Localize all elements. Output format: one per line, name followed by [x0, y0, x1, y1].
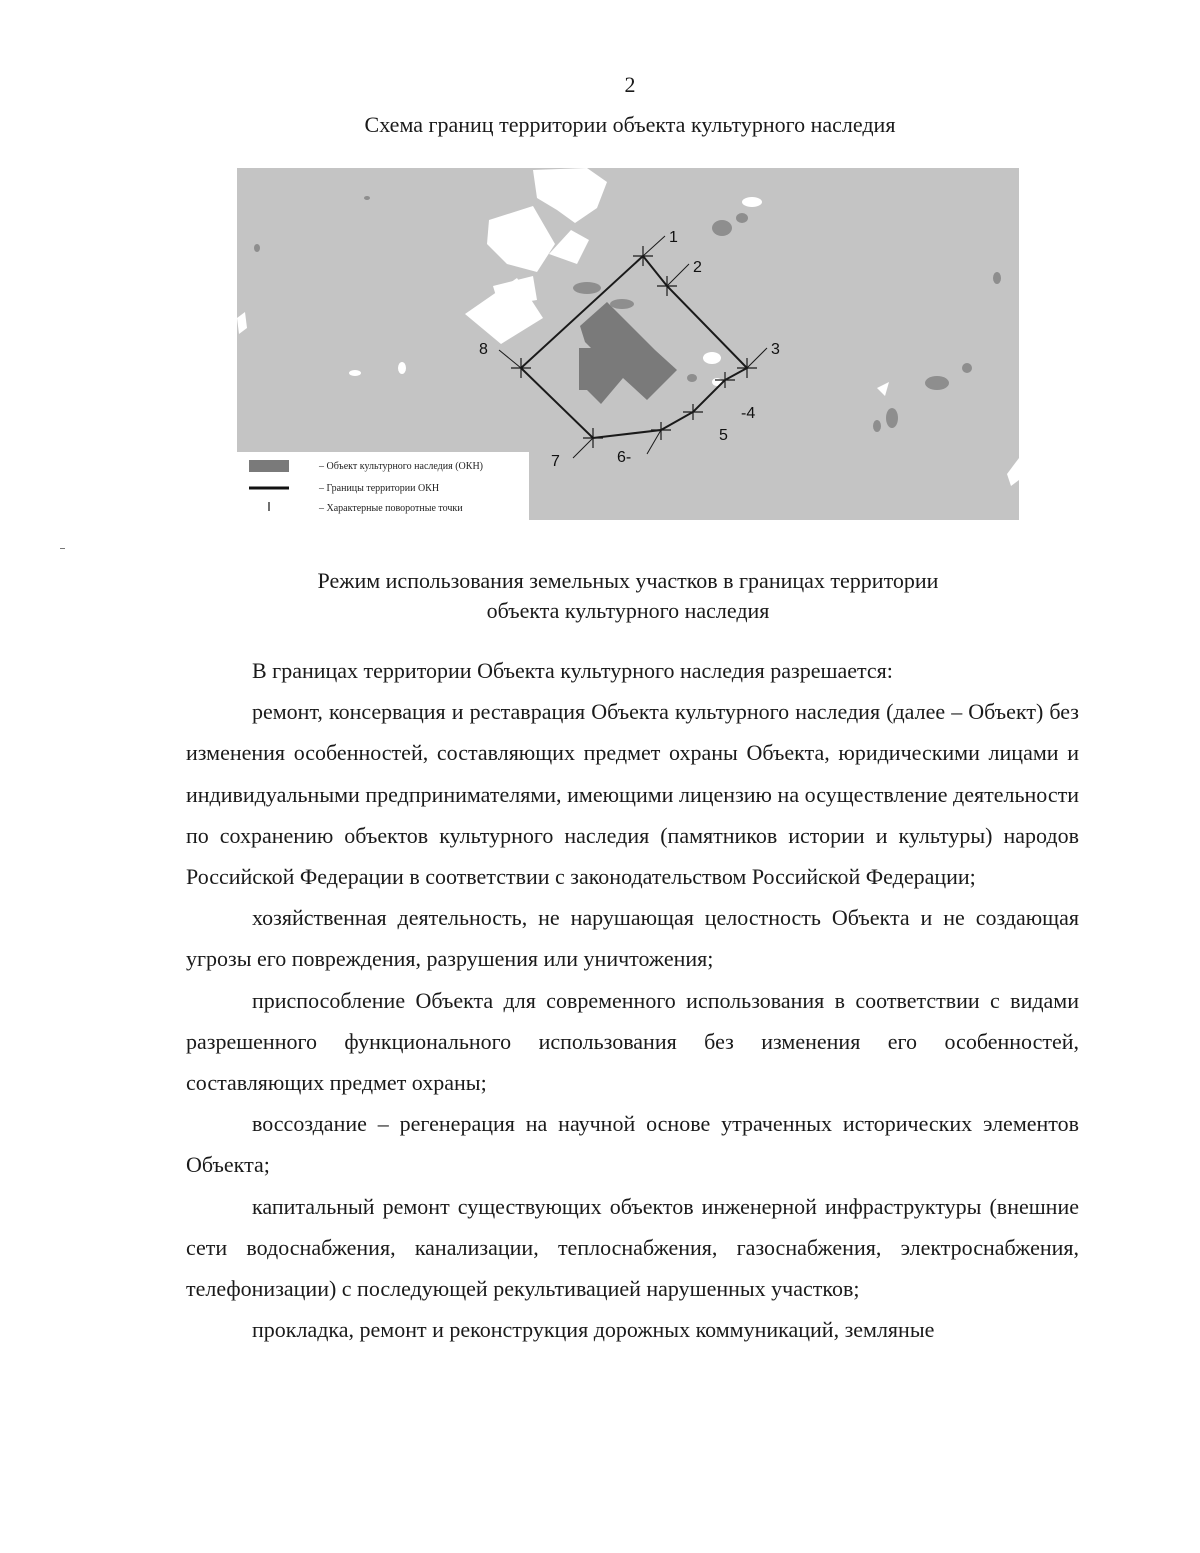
section-title	[237, 566, 1019, 626]
point-label-5: 5	[719, 427, 728, 444]
legend-label-points: – Характерные поворотные точки	[319, 503, 463, 514]
paragraph-restoration: ремонт, консервация и реставрация Объекта культурного наследия (далее – Объект) без изменения особенностей, составляющих предмет охраны Объекта, юридическими лицами и индивидуальными предпринимателями, имеющими лицензию на осуществление деятельности по сохранению объектов культурного наследия (памятников истории и культуры) народов Российской Федерации в соответствии с законодательством Российской Федерации;	[186, 699, 1079, 890]
point-label-3: 3	[771, 341, 780, 358]
point-label-8: 8	[479, 341, 488, 358]
legend-label-object: – Объект культурного наследия (ОКН)	[319, 461, 483, 472]
point-label-2: 2	[693, 259, 702, 276]
boundary-map	[237, 168, 1019, 520]
body-text	[186, 650, 1079, 1350]
paragraph-recreation: воссоздание – регенерация на научной основе утраченных исторических элементов Объекта;	[186, 1111, 1079, 1178]
point-label-4: -4	[741, 405, 756, 422]
paragraph-road-communications: прокладка, ремонт и реконструкция дорожных коммуникаций, земляные	[252, 1317, 935, 1343]
page-number: 2	[624, 72, 636, 97]
paragraph-infrastructure-repair: капитальный ремонт существующих объектов инженерной инфраструктуры (внешние сети водоснабжения, канализации, теплоснабжения, газоснабжения, электроснабжения, телефонизации) с последующей рекультивацией нарушенных участков;	[186, 1193, 1079, 1302]
gray-rectangle-icon	[249, 460, 289, 472]
scan-artifact	[60, 548, 65, 549]
paragraph-intro: В границах территории Объекта культурного наследия разрешается:	[252, 658, 893, 683]
point-label-7: 7	[551, 453, 560, 470]
legend-label-boundary: – Границы территории ОКН	[319, 483, 440, 494]
paragraph-economic-activity: хозяйственная деятельность, не нарушающая целостность Объекта и не создающая угрозы его повреждения, разрушения или уничтожения;	[186, 905, 1079, 972]
point-label-6: 6-	[617, 449, 632, 466]
section-title-line-1: Режим использования земельных участков в границах территории	[317, 568, 939, 593]
point-label-1: 1	[669, 229, 678, 246]
section-title-line-2: объекта культурного наследия	[486, 598, 770, 623]
paragraph-adaptation: приспособление Объекта для современного использования в соответствии с видами разрешенного функционального использования без изменения его особенностей, составляющих предмет охраны;	[186, 987, 1079, 1096]
map-title: Схема границ территории объекта культурного наследия	[364, 112, 896, 137]
map-legend	[237, 452, 529, 520]
